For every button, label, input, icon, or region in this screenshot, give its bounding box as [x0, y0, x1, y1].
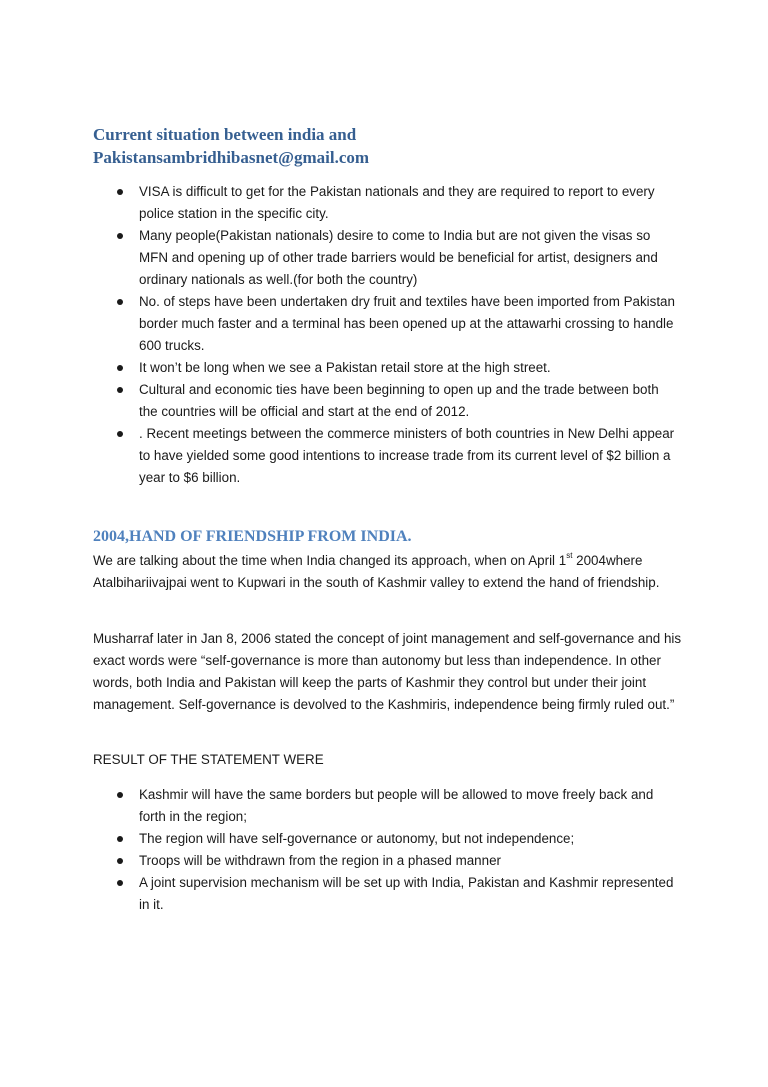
result-bullet-list [0, 784, 679, 916]
list-item: Many people(Pakistan nationals) desire to come to India but are not given the visas so MFN and opening up of other trade barriers would be beneficial for artist, designers and ordinary nationals as well.(for both the country) [0, 225, 679, 291]
list-item: Troops will be withdrawn from the region in a phased manner [0, 850, 679, 872]
list-item: The region will have self-governance or autonomy, but not independence; [0, 828, 679, 850]
paragraph-text-end: 2004where Atalbihariivajpai went to Kupwari in the south of Kashmir valley to extend the hand of friendship. [93, 553, 660, 590]
list-item: A joint supervision mechanism will be set up with India, Pakistan and Kashmir represented in it. [0, 872, 679, 916]
paragraph-text-start: We are talking about the time when India changed its approach, when on April 1 [93, 553, 567, 568]
paragraph-musharraf-statement: Musharraf later in Jan 8, 2006 stated the concept of joint management and self-governance and his exact words were “self-governance is more than autonomy but less than independence. In other words, both India and Pakistan will keep the parts of Kashmir they control but under their joint management. Self-governance is devolved to the Kashmiris, independence being firmly ruled out.” [93, 631, 682, 712]
list-item: VISA is difficult to get for the Pakistan nationals and they are required to report to every police station in the specific city. [0, 181, 679, 225]
title-line-2: Pakistansambridhibasnet@gmail.com [93, 147, 370, 167]
list-item: Cultural and economic ties have been beginning to open up and the trade between both the countries will be official and start at the end of 2012. [0, 379, 679, 423]
ordinal-superscript: st [566, 551, 573, 560]
list-item: . Recent meetings between the commerce ministers of both countries in New Delhi appear to have yielded some good intentions to increase trade from its current level of $2 billion a year to $6 billion. [0, 423, 679, 489]
document-title [93, 124, 733, 169]
list-item: Kashmir will have the same borders but people will be allowed to move freely back and forth in the region; [0, 784, 679, 828]
list-item: No. of steps have been undertaken dry fruit and textiles have been imported from Pakistan border much faster and a terminal has been opened up at the attawarhi crossing to handle 600 trucks. [0, 291, 679, 357]
result-label: RESULT OF THE STATEMENT WERE [93, 752, 324, 767]
current-situation-bullet-list [0, 181, 679, 489]
list-item: It won’t be long when we see a Pakistan retail store at the high street. [0, 357, 679, 379]
paragraph-april-2004 [93, 550, 683, 594]
title-line-1: Current situation between india and [93, 125, 357, 144]
section-heading-friendship: 2004,HAND OF FRIENDSHIP FROM INDIA. [93, 528, 412, 545]
